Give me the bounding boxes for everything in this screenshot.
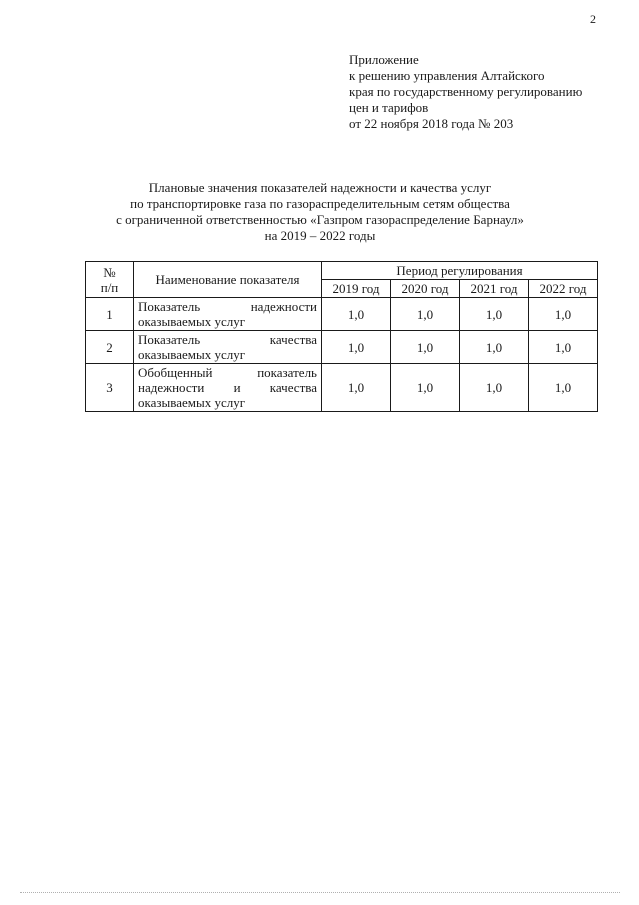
- value-2021: 1,0: [460, 364, 529, 412]
- title-line: на 2019 – 2022 годы: [264, 228, 376, 243]
- value-2020: 1,0: [391, 298, 460, 331]
- value-2019: 1,0: [322, 331, 391, 364]
- appendix-line: цен и тарифов: [349, 100, 429, 115]
- value-2019: 1,0: [322, 364, 391, 412]
- document-title: [60, 180, 580, 244]
- appendix-line: от 22 ноября 2018 года № 203: [349, 116, 514, 131]
- table-row: [86, 298, 598, 331]
- page-number: 2: [590, 12, 596, 26]
- table-row: [86, 364, 598, 412]
- value-2019: 1,0: [322, 298, 391, 331]
- value-2020: 1,0: [391, 364, 460, 412]
- indicators-table: [85, 261, 598, 412]
- table-header-row: [86, 262, 598, 280]
- page-bottom-divider: [20, 892, 620, 893]
- value-2021: 1,0: [460, 331, 529, 364]
- value-2020: 1,0: [391, 331, 460, 364]
- appendix-line: Приложение: [349, 52, 419, 67]
- row-number: 2: [86, 331, 134, 364]
- appendix-line: к решению управления Алтайского: [349, 68, 545, 83]
- number-header-line2: п/п: [100, 279, 119, 295]
- title-line: с ограниченной ответственностью «Газпром газораспределение Барнаул»: [116, 212, 524, 227]
- number-column-header: [86, 262, 134, 298]
- period-header: Период регулирования: [322, 262, 598, 280]
- value-2021: 1,0: [460, 298, 529, 331]
- year-header-2021: 2021 год: [460, 280, 529, 298]
- year-header-2019: 2019 год: [322, 280, 391, 298]
- year-header-2020: 2020 год: [391, 280, 460, 298]
- title-line: по транспортировке газа по газораспределительным сетям общества: [130, 196, 510, 211]
- number-header-line1: №: [103, 264, 116, 280]
- row-number: 1: [86, 298, 134, 331]
- row-number: 3: [86, 364, 134, 412]
- appendix-block: [349, 52, 582, 132]
- indicator-name: Показатель качества оказываемых услуг: [134, 331, 322, 364]
- year-header-2022: 2022 год: [529, 280, 598, 298]
- title-line: Плановые значения показателей надежности и качества услуг: [148, 180, 492, 195]
- name-column-header: Наименование показателя: [134, 262, 322, 298]
- indicator-name: Показатель надежности оказываемых услуг: [134, 298, 322, 331]
- indicator-name: Обобщенный показатель надежности и качества оказываемых услуг: [134, 364, 322, 412]
- value-2022: 1,0: [529, 364, 598, 412]
- table-row: [86, 331, 598, 364]
- value-2022: 1,0: [529, 331, 598, 364]
- value-2022: 1,0: [529, 298, 598, 331]
- appendix-line: края по государственному регулированию: [349, 84, 583, 99]
